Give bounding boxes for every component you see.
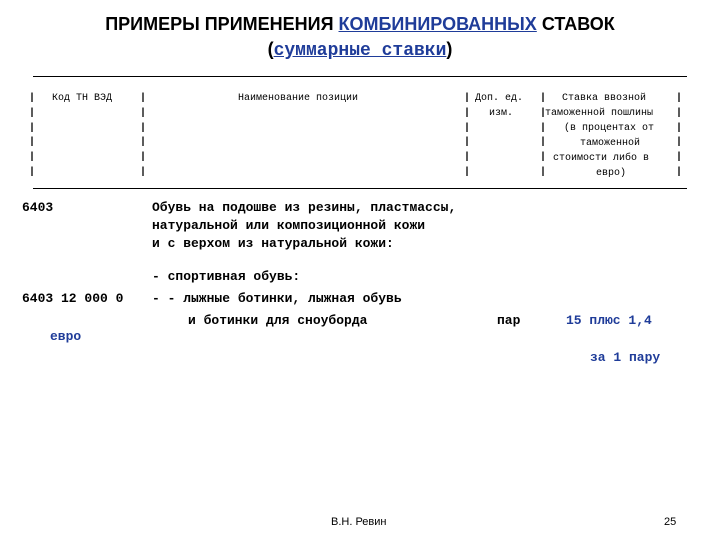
table-border-right: | | | | | | bbox=[676, 93, 683, 178]
header-rate-l3: (в процентах от bbox=[564, 123, 655, 134]
table-border-col3: | | | | | | bbox=[540, 93, 547, 178]
title-line-1 bbox=[0, 12, 720, 37]
table-bottom-rule bbox=[33, 188, 687, 189]
row1-desc-line3: и с верхом из натуральной кожи: bbox=[152, 236, 394, 251]
header-rate-l2: таможенной пошлины bbox=[545, 108, 654, 119]
row1-desc-line1: Обувь на подошве из резины, пластмассы, bbox=[152, 200, 457, 215]
table-border-left: | | | | | | bbox=[29, 93, 36, 178]
header-unit-l2: изм. bbox=[489, 108, 514, 119]
row2-code: 6403 12 000 0 bbox=[22, 291, 124, 306]
table-border-col1: | | | | | | bbox=[140, 93, 147, 178]
header-rate-l6: евро) bbox=[596, 168, 627, 179]
title-line-2 bbox=[0, 37, 720, 64]
footer-page-number: 25 bbox=[664, 516, 677, 528]
title-link-combined[interactable]: КОМБИНИРОВАННЫХ bbox=[338, 14, 537, 34]
slide-title bbox=[0, 12, 720, 64]
row2-desc-line2: и ботинки для сноуборда bbox=[188, 313, 368, 328]
table-top-rule bbox=[33, 76, 687, 77]
title-paren-open: ( bbox=[267, 39, 274, 59]
header-rate-l5: стоимости либо в bbox=[553, 153, 650, 164]
header-code: Код ТН ВЭД bbox=[52, 93, 113, 104]
row1-desc-line4: - спортивная обувь: bbox=[152, 269, 301, 284]
row2-unit: пар bbox=[497, 313, 521, 328]
title-paren-close: ) bbox=[446, 39, 453, 59]
title-suffix: СТАВОК bbox=[536, 14, 615, 34]
title-link-total-rates[interactable]: суммарные ставки bbox=[273, 41, 447, 61]
row1-code: 6403 bbox=[22, 200, 54, 215]
header-rate-l4: таможенной bbox=[580, 138, 641, 149]
header-name: Наименование позиции bbox=[238, 93, 359, 104]
row2-rate-line2: евро bbox=[50, 329, 82, 344]
row2-desc-line1: - - лыжные ботинки, лыжная обувь bbox=[152, 291, 402, 306]
title-prefix: ПРИМЕРЫ ПРИМЕНЕНИЯ bbox=[105, 14, 339, 34]
footer-author: В.Н. Ревин bbox=[331, 516, 387, 528]
row1-desc-line2: натуральной или композиционной кожи bbox=[152, 218, 426, 233]
row2-rate-line1: 15 плюс 1,4 bbox=[566, 313, 652, 328]
table-border-col2: | | | | | | bbox=[464, 93, 471, 178]
header-rate-l1: Ставка ввозной bbox=[562, 93, 647, 104]
row2-rate-line3: за 1 пару bbox=[590, 350, 661, 365]
header-unit-l1: Доп. ед. bbox=[475, 93, 524, 104]
